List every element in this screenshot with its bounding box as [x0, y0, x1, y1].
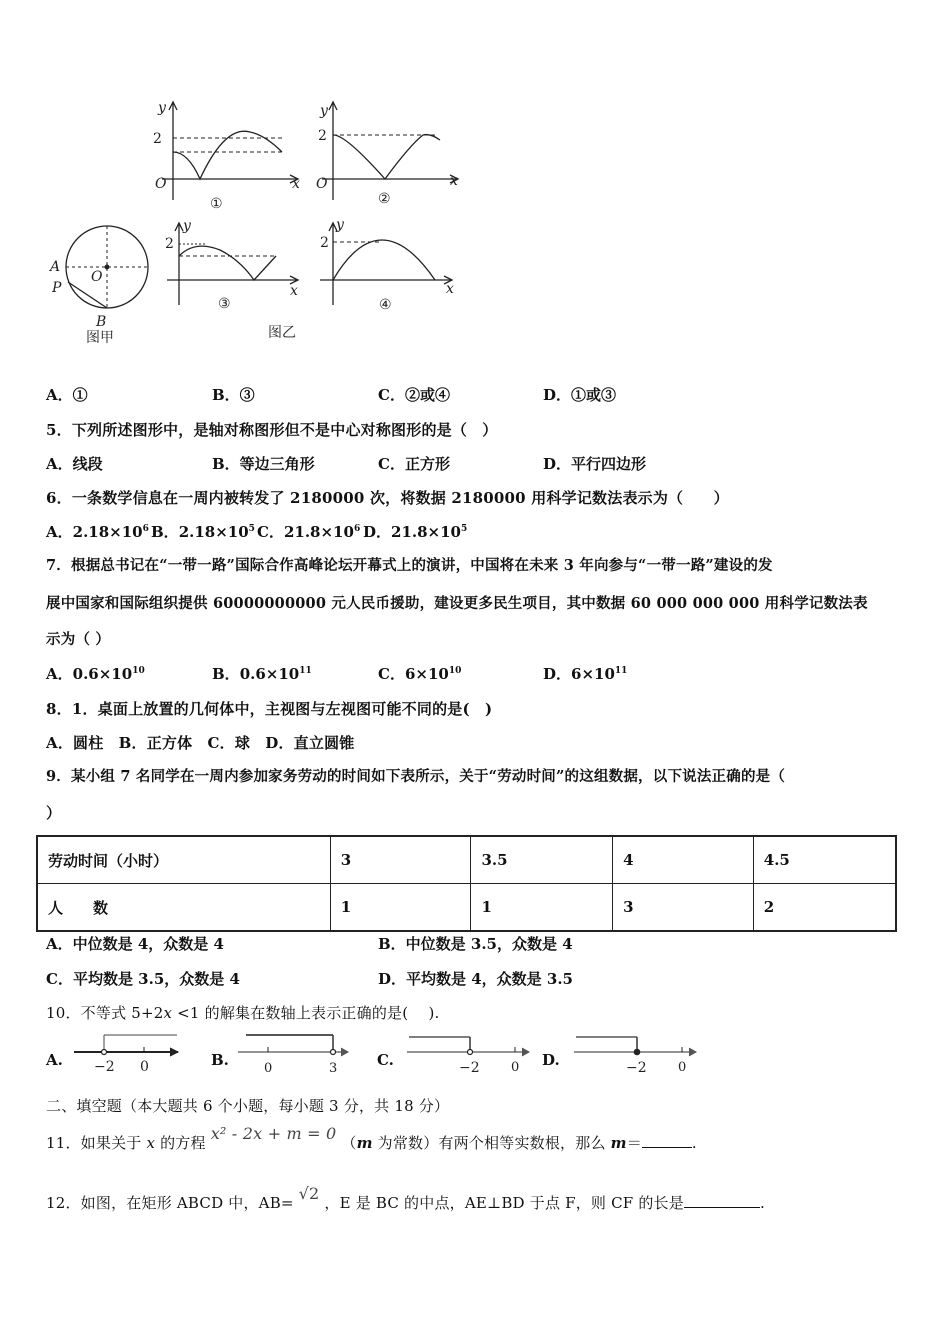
circle-diagram [66, 226, 148, 308]
table-cell: 3 [330, 836, 471, 884]
q9-stem-line-1: 9．某小组 7 名同学在一周内参加家务劳动的时间如下表所示，关于“劳动时间”的这组数据，以下说法正确的是（ [46, 768, 786, 785]
q5-option-d[interactable]: D．平行四边形 [543, 455, 647, 473]
graph4-y-tick: 2 [320, 235, 329, 251]
q6-option-a-exp: 6 [142, 524, 149, 534]
q11-pre: 11．如果关于 [46, 1134, 147, 1152]
table-header-cell: 劳动时间（小时） [37, 836, 330, 884]
q11-var-m: m [356, 1134, 373, 1152]
q6-option-d-prefix: D． [363, 523, 392, 541]
q7-option-a-base: 0.6×10 [72, 665, 133, 683]
q7-option-d[interactable] [543, 664, 627, 684]
q6-option-c-prefix: C． [257, 523, 284, 541]
point-P-label: P [52, 280, 62, 296]
q11-var-x: x [146, 1134, 156, 1152]
q7-option-a-exp: 10 [132, 666, 145, 676]
graph-4 [320, 223, 452, 305]
q6-option-d-base: 21.8×10 [391, 523, 461, 541]
q10-stem-post: <1 的解集在数轴上表示正确的是( ). [172, 1004, 440, 1022]
graph-2 [322, 102, 458, 200]
q7-option-b-base: 0.6×10 [239, 665, 300, 683]
q7-stem-line-2: 展中国家和国际组织提供 60000000000 元人民币援助，建设更多民生项目，其中数据 60 000 000 000 用科学记数法表 [46, 595, 868, 612]
q10-option-a-numberline[interactable] [70, 1033, 190, 1075]
q7-stem-line-3: 示为（ ） [46, 631, 111, 648]
graph2-x-label: x [450, 173, 458, 189]
q12-post: ，E 是 BC 的中点，AE⊥BD 于点 F，则 CF 的长是 [324, 1194, 684, 1212]
q4-option-d[interactable]: D．①或③ [543, 386, 617, 404]
q12-pre: 12．如图，在矩形 ABCD 中，AB= [46, 1194, 294, 1212]
table-header-cell: 人 数 [37, 884, 330, 932]
q7-option-b[interactable] [212, 664, 312, 684]
graph2-y-tick: 2 [318, 128, 327, 144]
q10-stem-pre: 10．不等式 5+2 [46, 1004, 164, 1022]
graph-3 [167, 223, 298, 305]
point-A-label: A [50, 259, 61, 275]
q10-c-tick-0: 0 [511, 1060, 520, 1075]
q5-option-c[interactable]: C．正方形 [378, 455, 450, 473]
q10-option-a-letter[interactable]: A. [46, 1051, 63, 1069]
q4-option-c[interactable]: C．②或④ [378, 386, 450, 404]
q10-option-d-letter[interactable]: D. [542, 1051, 560, 1069]
q7-stem-line-1: 7．根据总书记在“一带一路”国际合作高峰论坛开幕式上的演讲，中国将在未来 3 年向参与“一带一路”建设的发 [46, 557, 773, 574]
q10-option-c-letter[interactable]: C. [377, 1051, 394, 1069]
q9-option-a[interactable]: A．中位数是 4，众数是 4 [46, 935, 224, 953]
q10-stem [46, 1003, 439, 1023]
q9-option-d[interactable]: D．平均数是 4，众数是 3.5 [378, 970, 573, 988]
graph2-caption: ② [378, 191, 391, 207]
q10-stem-var: x [163, 1004, 173, 1022]
q11-var-m2: m [610, 1134, 627, 1152]
table-cell: 4.5 [753, 836, 896, 884]
q11-paren-pre: （ [341, 1134, 357, 1152]
q6-stem: 6．一条数学信息在一周内被转发了 2180000 次，将数据 2180000 用科学记数法表示为（ ） [46, 489, 729, 507]
table-cell: 2 [753, 884, 896, 932]
graph4-y-label: y [336, 217, 344, 233]
q7-option-c-exp: 10 [448, 666, 462, 676]
q7-option-d-prefix: D． [543, 665, 572, 683]
graph1-y-tick: 2 [153, 131, 162, 147]
q10-c-tick-neg2: −2 [459, 1060, 480, 1075]
q6-option-b[interactable] [151, 522, 255, 542]
point-O-label: O [91, 269, 103, 285]
q7-option-c[interactable] [378, 664, 461, 684]
q10-option-b-numberline[interactable] [236, 1033, 356, 1075]
q10-option-c-numberline[interactable] [405, 1033, 535, 1075]
q11-end: . [691, 1134, 697, 1152]
q10-a-tick-0: 0 [140, 1059, 149, 1075]
q4-option-b[interactable]: B．③ [212, 386, 255, 404]
graph1-y-label: y [158, 100, 166, 116]
graph-1 [162, 102, 298, 200]
labor-time-table [36, 835, 897, 932]
q10-option-b-letter[interactable]: B. [211, 1051, 229, 1069]
q9-option-b[interactable]: B．中位数是 3.5，众数是 4 [378, 935, 573, 953]
q12-sqrt: √2 [298, 1184, 320, 1203]
section-2-heading: 二、填空题（本大题共 6 个小题，每小题 3 分，共 18 分） [46, 1097, 450, 1115]
q6-option-c-base: 21.8×10 [283, 523, 354, 541]
q6-option-a-prefix: A． [46, 523, 73, 541]
q7-option-d-exp: 11 [614, 666, 628, 676]
q5-stem: 5．下列所述图形中，是轴对称图形但不是中心对称图形的是（ ） [46, 421, 498, 439]
q7-option-c-base: 6×10 [404, 665, 449, 683]
graph3-caption: ③ [218, 296, 231, 312]
q12-answer-blank[interactable] [684, 1193, 760, 1208]
q10-b-tick-3: 3 [329, 1061, 338, 1075]
q10-a-tick-neg2: −2 [94, 1059, 115, 1075]
graph3-x-label: x [290, 283, 298, 299]
q6-option-c[interactable] [257, 522, 360, 542]
graph2-origin: O [316, 176, 328, 192]
table-cell: 4 [613, 836, 754, 884]
q7-option-c-prefix: C． [378, 665, 405, 683]
q10-b-tick-0: 0 [264, 1061, 273, 1075]
q11-paren-post: 为常数）有两个相等实数根，那么 [372, 1134, 611, 1152]
q5-option-a[interactable]: A．线段 [46, 455, 103, 473]
q12-stem [46, 1184, 765, 1213]
q4-option-a[interactable]: A．① [46, 386, 88, 404]
q7-option-a[interactable] [46, 664, 145, 684]
q6-option-a[interactable] [46, 522, 149, 542]
table-cell: 3 [613, 884, 754, 932]
q6-option-d[interactable] [363, 522, 467, 542]
table-row [37, 884, 896, 932]
graph1-x-label: x [292, 176, 300, 192]
q8-options[interactable]: A．圆柱 B．正方体 C．球 D．直立圆锥 [46, 734, 355, 752]
figure-graphs [40, 90, 470, 360]
q5-option-b[interactable]: B．等边三角形 [212, 455, 315, 473]
q12-end: . [759, 1194, 765, 1212]
graph1-caption: ① [210, 196, 223, 212]
q11-answer-blank[interactable] [642, 1133, 692, 1148]
table-cell: 1 [471, 884, 613, 932]
q11-mid: 的方程 [155, 1134, 206, 1152]
graph1-origin: O [155, 176, 167, 192]
graph3-y-label: y [183, 218, 191, 234]
graph4-x-label: x [446, 281, 454, 297]
graph4-caption: ④ [379, 297, 392, 313]
q7-option-d-base: 6×10 [571, 665, 615, 683]
q7-option-b-exp: 11 [299, 666, 312, 676]
q11-tail: ＝ [626, 1134, 642, 1152]
graph2-y-label: y [320, 103, 328, 119]
figure-yi-caption: 图乙 [268, 325, 296, 341]
table-cell: 1 [330, 884, 471, 932]
q7-option-b-prefix: B． [212, 665, 240, 683]
q6-option-c-exp: 6 [353, 524, 361, 534]
q11-stem [46, 1124, 697, 1153]
q10-option-d-numberline[interactable] [572, 1033, 702, 1075]
q9-stem-line-2: ） [46, 804, 62, 822]
q7-option-a-prefix: A． [46, 665, 73, 683]
q8-stem: 8．1．桌面上放置的几何体中，主视图与左视图可能不同的是( ) [46, 700, 493, 718]
q6-option-b-prefix: B． [151, 523, 179, 541]
q11-equation: x² - 2x + m = 0 [210, 1124, 337, 1143]
q6-option-a-base: 2.18×10 [72, 523, 143, 541]
table-row [37, 836, 896, 884]
q9-option-c[interactable]: C．平均数是 3.5，众数是 4 [46, 970, 240, 988]
table-cell: 3.5 [471, 836, 613, 884]
point-B-label: B [96, 314, 107, 330]
figure-jia-caption: 图甲 [86, 330, 114, 346]
q10-d-tick-neg2: −2 [626, 1060, 647, 1075]
q6-option-d-exp: 5 [461, 524, 468, 534]
graph3-y-tick: 2 [165, 236, 174, 252]
q6-option-b-base: 2.18×10 [178, 523, 249, 541]
q6-option-b-exp: 5 [248, 524, 255, 534]
q10-d-tick-0: 0 [678, 1060, 687, 1075]
